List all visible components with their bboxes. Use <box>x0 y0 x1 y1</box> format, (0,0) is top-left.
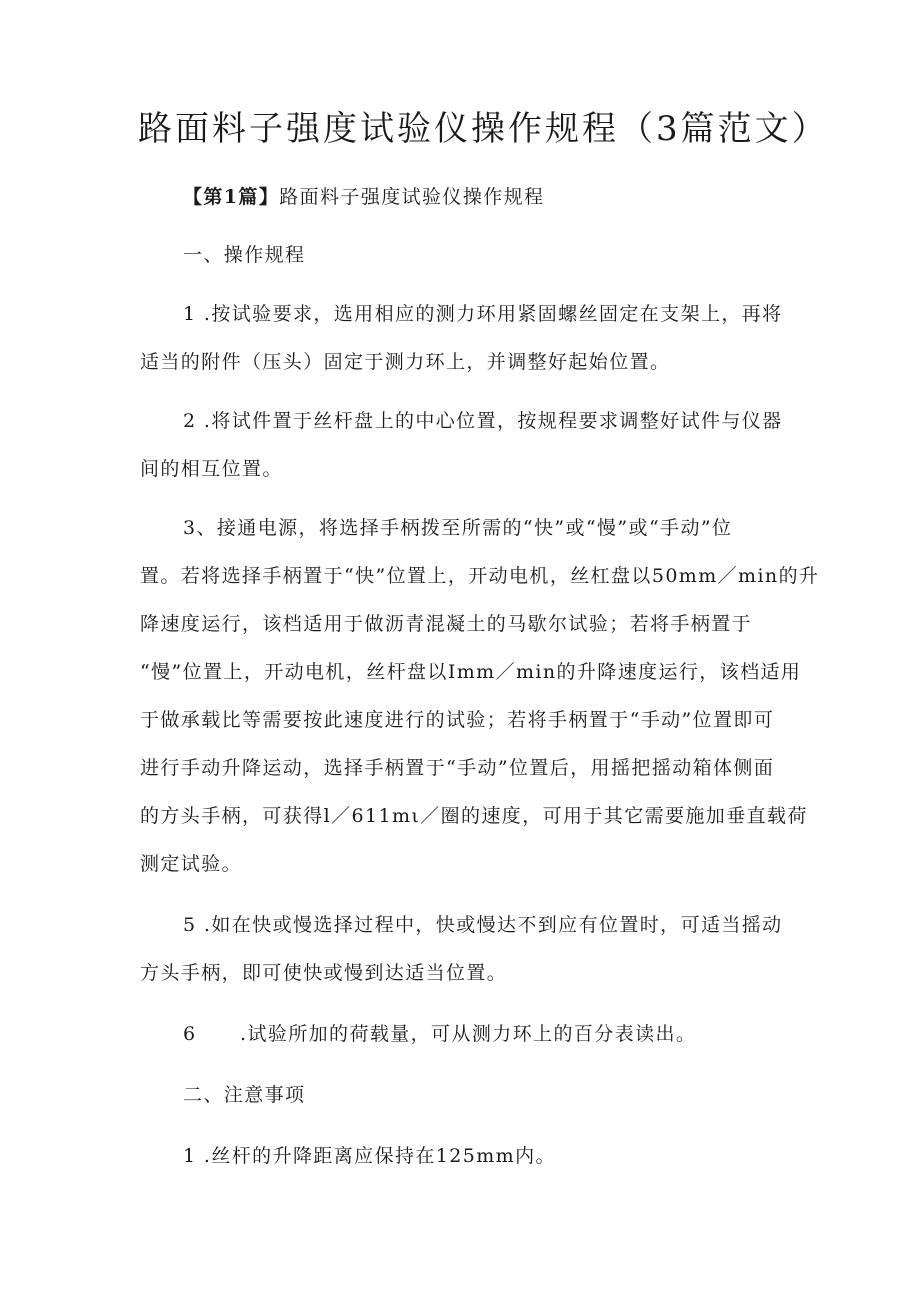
paragraph-3-line-6: 进行手动升降运动，选择手柄置于“手动”位置后，用摇把摇动箱体侧面 <box>140 757 775 779</box>
paragraph-3-line-8: 测定试验。 <box>140 853 243 875</box>
section-1-heading <box>183 182 544 212</box>
paragraph-2-line-1: 2 .将试件置于丝杆盘上的中心位置，按规程要求调整好试件与仪器 <box>183 410 783 432</box>
part-2-heading: 二、注意事项 <box>183 1084 306 1106</box>
section-1-tag: 【第1篇】 <box>183 186 280 208</box>
paragraph-2-line-2: 间的相互位置。 <box>140 458 283 480</box>
paragraph-3-line-5: 于做承载比等需要按此速度进行的试验；若将手柄置于“手动”位置即可 <box>140 709 775 731</box>
paragraph-3-line-4: “慢”位置上，开动电机，丝杆盘以Imm／min的升降速度运行，该档适用 <box>140 661 802 683</box>
paragraph-6-text: .试验所加的荷载量，可从测力环上的百分表读出。 <box>240 1023 697 1045</box>
paragraph-3-line-3: 降速度运行，该档适用于做沥青混凝土的马歇尔试验；若将手柄置于 <box>140 613 753 635</box>
paragraph-3-line-1: 3、接通电源，将选择手柄拨至所需的“快”或“慢”或“手动”位 <box>183 517 733 539</box>
document-title: 路面料子强度试验仪操作规程（3篇范文） <box>138 109 829 149</box>
section-1-heading-text: 路面料子强度试验仪操作规程 <box>279 186 545 208</box>
paragraph-1-line-2: 适当的附件（压头）固定于测力环上，并调整好起始位置。 <box>140 351 671 373</box>
paragraph-3-line-2: 置。若将选择手柄置于“快”位置上，开动电机，丝杠盘以50mm／min的升 <box>140 565 820 587</box>
paragraph-1-line-1: 1 .按试验要求，选用相应的测力环用紧固螺丝固定在支架上，再将 <box>183 303 783 325</box>
part-1-heading: 一、操作规程 <box>183 244 306 266</box>
paragraph-3-line-7: 的方头手柄，可获得l／611mι／圈的速度，可用于其它需要施加垂直载荷 <box>140 805 808 827</box>
note-1-line-1: 1 .丝杆的升降距离应保持在125mm内。 <box>183 1145 556 1167</box>
paragraph-5-line-1: 5 .如在快或慢选择过程中，快或慢达不到应有位置时，可适当摇动 <box>183 914 783 936</box>
paragraph-6-number: 6 <box>183 1023 197 1045</box>
paragraph-5-line-2: 方头手柄，即可使快或慢到达适当位置。 <box>140 962 508 984</box>
